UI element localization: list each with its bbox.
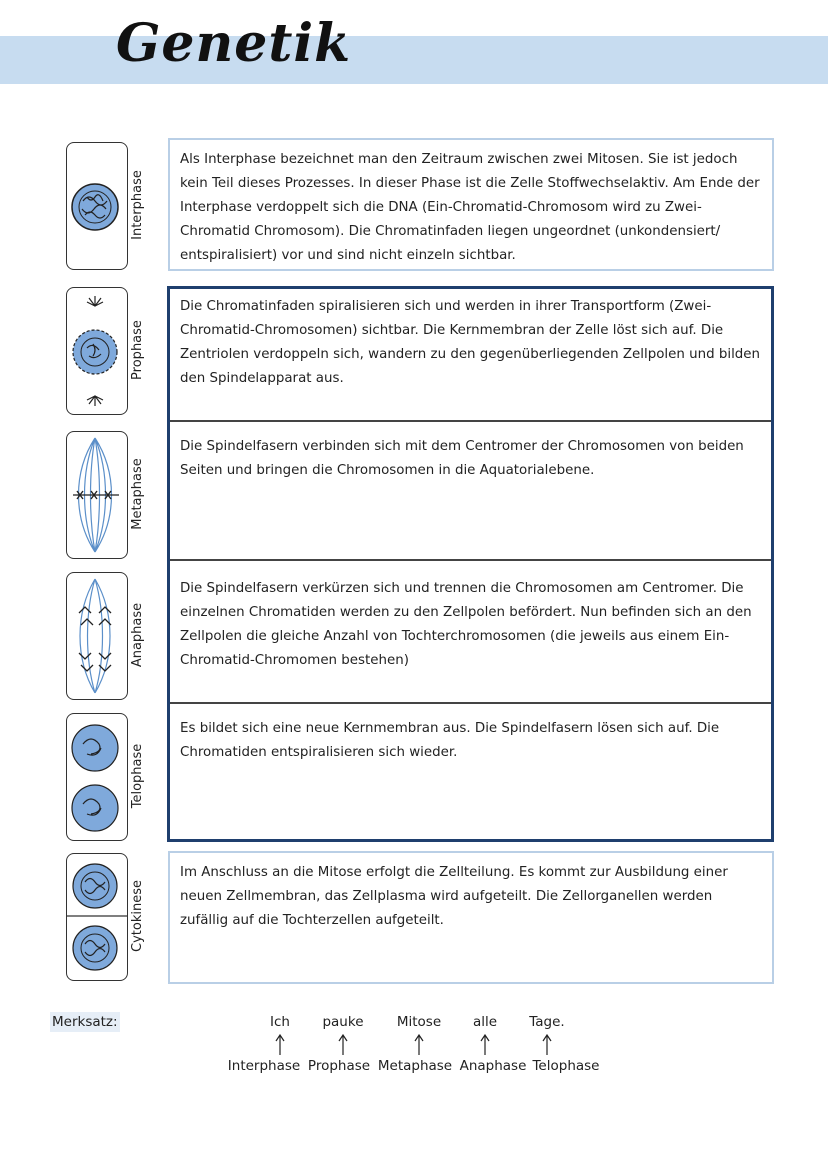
- telophase-label: Telophase: [130, 743, 145, 809]
- interphase-cell-illustration: [67, 143, 127, 269]
- cytokinese-card: [66, 853, 128, 981]
- mnemonic-word: pauke: [322, 1014, 364, 1030]
- arrow-up-icon: [414, 1034, 424, 1056]
- cytokinese-cell-illustration: [67, 854, 127, 980]
- mnemonic-phase: Anaphase: [459, 1058, 527, 1074]
- prophase-card: [66, 287, 128, 415]
- telophase-description: Es bildet sich eine neue Kernmembran aus. Die Spindelfasern lösen sich auf. Die Chromatiden entspiralisieren sich wieder.: [180, 721, 720, 760]
- mnemonic-word: Tage.: [529, 1014, 565, 1030]
- prophase-description: Die Chromatinfaden spiralisieren sich und werden in ihrer Transportform (Zwei-Chromatid-Chromosomen) sichtbar. Die Kernmembran der Zelle löst sich auf. Die Zentriolen verdoppeln sich, wandern zu den gegenüberliegenden Zellpolen und bilden den Spindelapparat aus.: [180, 299, 761, 386]
- telophase-card: [66, 713, 128, 841]
- divider: [170, 559, 771, 561]
- anaphase-cell-illustration: [67, 573, 127, 699]
- anaphase-description: Die Spindelfasern verkürzen sich und trennen die Chromosomen am Centromer. Die einzelnen Chromatiden werden zu den Zellpolen befördert. Nun befinden sich an den Zellpolen die gleiche Anzahl von Tochterchromosomen (die jeweils aus einem Ein-Chromatid-Chromomen bestehen): [180, 581, 752, 668]
- metaphase-card: [66, 431, 128, 559]
- mnemonic-word: alle: [472, 1014, 498, 1030]
- metaphase-cell-illustration: [67, 432, 127, 558]
- divider: [170, 420, 771, 422]
- mnemonic-word: Mitose: [396, 1014, 442, 1030]
- prophase-cell-illustration: [67, 288, 127, 414]
- mnemonic-word: Ich: [270, 1014, 290, 1030]
- mnemonic-phase: Metaphase: [377, 1058, 453, 1074]
- arrow-up-icon: [275, 1034, 285, 1056]
- arrow-up-icon: [338, 1034, 348, 1056]
- metaphase-label: Metaphase: [130, 458, 145, 530]
- mnemonic-phase: Interphase: [227, 1058, 301, 1074]
- divider: [170, 702, 771, 704]
- anaphase-card: [66, 572, 128, 700]
- interphase-card: [66, 142, 128, 270]
- metaphase-description: Die Spindelfasern verbinden sich mit dem Centromer der Chromosomen von beiden Seiten und bringen die Chromosomen in die Aquatorialebene.: [180, 439, 744, 478]
- mnemonic-phase: Prophase: [307, 1058, 371, 1074]
- cytokinese-label: Cytokinese: [130, 880, 145, 952]
- mnemonic-phase: Telophase: [532, 1058, 600, 1074]
- page-title: Genetik: [116, 13, 352, 74]
- mitosis-phases-box: [167, 286, 774, 842]
- merksatz-label: Merksatz:: [52, 1014, 118, 1030]
- interphase-description: Als Interphase bezeichnet man den Zeitraum zwischen zwei Mitosen. Sie ist jedoch kein Teil dieses Prozesses. In dieser Phase ist die Zelle Stoffwechselaktiv. Am Ende der Interphase verdoppelt sich die DNA (Ein-Chromatid-Chromosom wird zu Zwei-Chromatid Chromosom). Die Chromatinfaden liegen ungeordnet (unkondensiert/ entspiralisiert) vor und sind nicht einzeln sichtbar.: [168, 138, 774, 271]
- arrow-up-icon: [480, 1034, 490, 1056]
- prophase-label: Prophase: [130, 320, 145, 380]
- telophase-cell-illustration: [67, 714, 127, 840]
- cytokinese-description: Im Anschluss an die Mitose erfolgt die Zellteilung. Es kommt zur Ausbildung einer neuen Zellmembran, das Zellplasma wird aufgeteilt. Die Zellorganellen werden zufällig auf die Tochterzellen aufgeteilt.: [168, 851, 774, 984]
- anaphase-label: Anaphase: [130, 602, 145, 668]
- arrow-up-icon: [542, 1034, 552, 1056]
- interphase-label: Interphase: [130, 170, 145, 240]
